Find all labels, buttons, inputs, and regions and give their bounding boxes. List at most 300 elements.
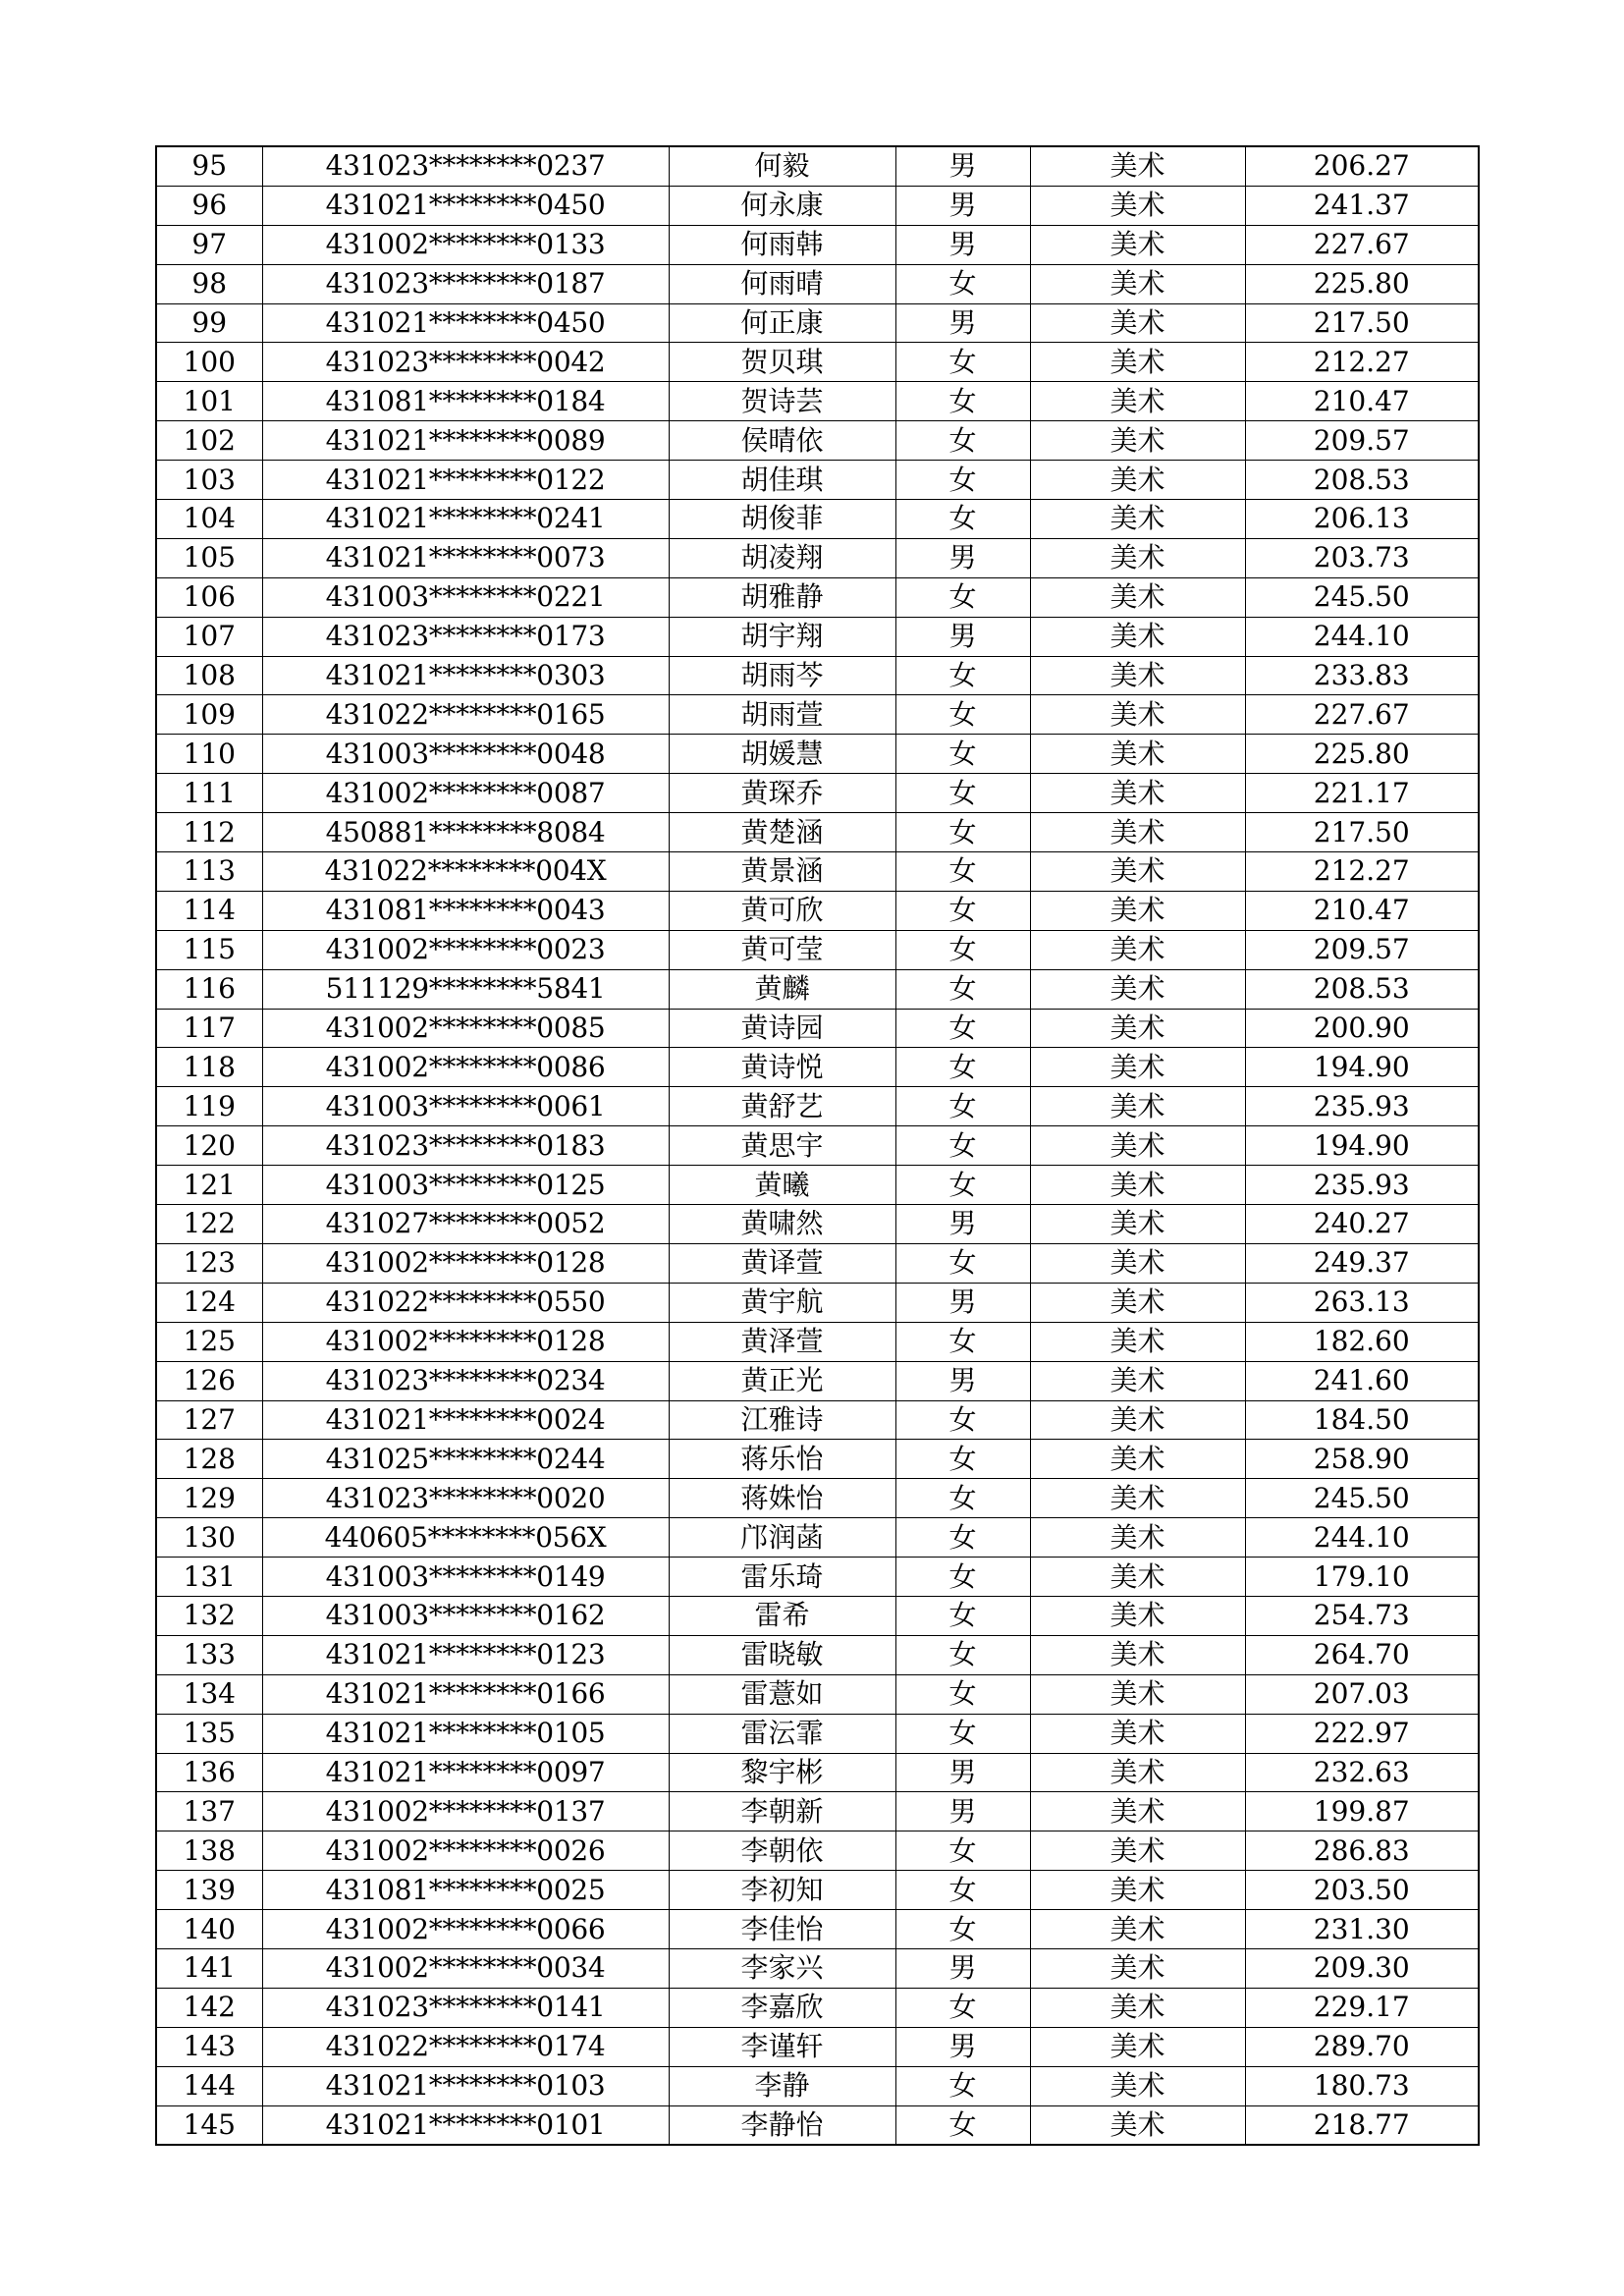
- id-number-cell: 431022********004X: [262, 852, 669, 892]
- score-cell: 210.47: [1245, 891, 1479, 930]
- id-number-cell: 431023********0042: [262, 343, 669, 382]
- score-cell: 208.53: [1245, 461, 1479, 500]
- table-row: [156, 500, 1479, 539]
- name-cell: 李嘉欣: [669, 1988, 895, 2027]
- table-row: [156, 1166, 1479, 1205]
- gender-cell: 女: [895, 461, 1030, 500]
- table-row: [156, 538, 1479, 577]
- score-cell: 212.27: [1245, 343, 1479, 382]
- id-number-cell: 431023********0173: [262, 617, 669, 656]
- row-number-cell: 116: [156, 969, 262, 1009]
- id-number-cell: 431002********0034: [262, 1948, 669, 1988]
- gender-cell: 女: [895, 735, 1030, 774]
- id-number-cell: 431081********0043: [262, 891, 669, 930]
- name-cell: 李静: [669, 2066, 895, 2105]
- major-cell: 美术: [1030, 1479, 1245, 1518]
- id-number-cell: 431081********0025: [262, 1871, 669, 1910]
- row-number-cell: 102: [156, 421, 262, 461]
- name-cell: 雷薏如: [669, 1674, 895, 1714]
- row-number-cell: 118: [156, 1048, 262, 1087]
- table-row: [156, 891, 1479, 930]
- gender-cell: 女: [895, 891, 1030, 930]
- row-number-cell: 130: [156, 1518, 262, 1558]
- table-row: [156, 1322, 1479, 1361]
- gender-cell: 女: [895, 421, 1030, 461]
- table-row: [156, 1126, 1479, 1166]
- id-number-cell: 431021********0101: [262, 2105, 669, 2145]
- id-number-cell: 431002********0128: [262, 1243, 669, 1283]
- name-cell: 江雅诗: [669, 1400, 895, 1440]
- row-number-cell: 128: [156, 1440, 262, 1479]
- id-number-cell: 431023********0234: [262, 1361, 669, 1400]
- score-cell: 240.27: [1245, 1205, 1479, 1244]
- score-cell: 229.17: [1245, 1988, 1479, 2027]
- row-number-cell: 100: [156, 343, 262, 382]
- major-cell: 美术: [1030, 1518, 1245, 1558]
- name-cell: 黄诗园: [669, 1009, 895, 1048]
- gender-cell: 女: [895, 2066, 1030, 2105]
- table-row: [156, 1910, 1479, 1949]
- id-number-cell: 431021********0024: [262, 1400, 669, 1440]
- id-number-cell: 431021********0097: [262, 1753, 669, 1792]
- score-cell: 231.30: [1245, 1910, 1479, 1949]
- major-cell: 美术: [1030, 617, 1245, 656]
- row-number-cell: 107: [156, 617, 262, 656]
- table-row: [156, 617, 1479, 656]
- score-cell: 227.67: [1245, 225, 1479, 264]
- major-cell: 美术: [1030, 1558, 1245, 1597]
- table-row: [156, 1243, 1479, 1283]
- table-row: [156, 1988, 1479, 2027]
- score-cell: 232.63: [1245, 1753, 1479, 1792]
- major-cell: 美术: [1030, 1596, 1245, 1635]
- score-cell: 184.50: [1245, 1400, 1479, 1440]
- gender-cell: 男: [895, 186, 1030, 225]
- gender-cell: 女: [895, 1988, 1030, 2027]
- gender-cell: 男: [895, 1361, 1030, 1400]
- id-number-cell: 431081********0184: [262, 382, 669, 421]
- name-cell: 胡雨芩: [669, 656, 895, 695]
- table-row: [156, 1205, 1479, 1244]
- table-row: [156, 852, 1479, 892]
- major-cell: 美术: [1030, 421, 1245, 461]
- row-number-cell: 140: [156, 1910, 262, 1949]
- gender-cell: 男: [895, 1283, 1030, 1322]
- id-number-cell: 431023********0183: [262, 1126, 669, 1166]
- row-number-cell: 124: [156, 1283, 262, 1322]
- gender-cell: 女: [895, 1048, 1030, 1087]
- gender-cell: 男: [895, 538, 1030, 577]
- id-number-cell: 431021********0303: [262, 656, 669, 695]
- table-row: [156, 1635, 1479, 1674]
- table-row: [156, 1831, 1479, 1871]
- score-cell: 235.93: [1245, 1166, 1479, 1205]
- major-cell: 美术: [1030, 891, 1245, 930]
- major-cell: 美术: [1030, 264, 1245, 303]
- row-number-cell: 133: [156, 1635, 262, 1674]
- id-number-cell: 431002********0023: [262, 930, 669, 969]
- gender-cell: 女: [895, 1479, 1030, 1518]
- score-cell: 249.37: [1245, 1243, 1479, 1283]
- score-cell: 263.13: [1245, 1283, 1479, 1322]
- table-row: [156, 1753, 1479, 1792]
- id-number-cell: 431021********0450: [262, 303, 669, 343]
- name-cell: 胡雅静: [669, 577, 895, 617]
- major-cell: 美术: [1030, 1009, 1245, 1048]
- score-cell: 244.10: [1245, 1518, 1479, 1558]
- gender-cell: 女: [895, 1558, 1030, 1597]
- score-cell: 245.50: [1245, 1479, 1479, 1518]
- id-number-cell: 431003********0048: [262, 735, 669, 774]
- name-cell: 黄译萱: [669, 1243, 895, 1283]
- row-number-cell: 141: [156, 1948, 262, 1988]
- row-number-cell: 127: [156, 1400, 262, 1440]
- major-cell: 美术: [1030, 1753, 1245, 1792]
- name-cell: 何雨晴: [669, 264, 895, 303]
- row-number-cell: 142: [156, 1988, 262, 2027]
- table-row: [156, 656, 1479, 695]
- id-number-cell: 440605********056X: [262, 1518, 669, 1558]
- id-number-cell: 431002********0026: [262, 1831, 669, 1871]
- name-cell: 黄麟: [669, 969, 895, 1009]
- row-number-cell: 120: [156, 1126, 262, 1166]
- gender-cell: 女: [895, 1126, 1030, 1166]
- name-cell: 黄景涵: [669, 852, 895, 892]
- id-number-cell: 431021********0073: [262, 538, 669, 577]
- id-number-cell: 450881********8084: [262, 813, 669, 852]
- name-cell: 黄琛乔: [669, 774, 895, 813]
- id-number-cell: 431021********0103: [262, 2066, 669, 2105]
- table-row: [156, 2105, 1479, 2145]
- major-cell: 美术: [1030, 1048, 1245, 1087]
- id-number-cell: 431023********0020: [262, 1479, 669, 1518]
- id-number-cell: 431023********0187: [262, 264, 669, 303]
- major-cell: 美术: [1030, 774, 1245, 813]
- major-cell: 美术: [1030, 1322, 1245, 1361]
- name-cell: 黄可欣: [669, 891, 895, 930]
- gender-cell: 女: [895, 1243, 1030, 1283]
- gender-cell: 女: [895, 1440, 1030, 1479]
- gender-cell: 女: [895, 1871, 1030, 1910]
- name-cell: 蒋乐怡: [669, 1440, 895, 1479]
- gender-cell: 男: [895, 225, 1030, 264]
- gender-cell: 女: [895, 852, 1030, 892]
- id-number-cell: 431002********0066: [262, 1910, 669, 1949]
- name-cell: 侯晴依: [669, 421, 895, 461]
- gender-cell: 女: [895, 2105, 1030, 2145]
- row-number-cell: 117: [156, 1009, 262, 1048]
- table-row: [156, 813, 1479, 852]
- table-row: [156, 303, 1479, 343]
- name-cell: 何永康: [669, 186, 895, 225]
- score-cell: 289.70: [1245, 2027, 1479, 2066]
- name-cell: 黄诗悦: [669, 1048, 895, 1087]
- major-cell: 美术: [1030, 1635, 1245, 1674]
- id-number-cell: 431002********0086: [262, 1048, 669, 1087]
- id-number-cell: 431002********0128: [262, 1322, 669, 1361]
- name-cell: 蒋姝怡: [669, 1479, 895, 1518]
- name-cell: 雷乐琦: [669, 1558, 895, 1597]
- table-row: [156, 382, 1479, 421]
- table-row: [156, 421, 1479, 461]
- score-cell: 227.67: [1245, 695, 1479, 735]
- name-cell: 黄正光: [669, 1361, 895, 1400]
- gender-cell: 男: [895, 1948, 1030, 1988]
- major-cell: 美术: [1030, 1831, 1245, 1871]
- gender-cell: 男: [895, 303, 1030, 343]
- table-row: [156, 461, 1479, 500]
- id-number-cell: 431025********0244: [262, 1440, 669, 1479]
- name-cell: 胡凌翔: [669, 538, 895, 577]
- table-row: [156, 1009, 1479, 1048]
- name-cell: 李朝依: [669, 1831, 895, 1871]
- table-row: [156, 1361, 1479, 1400]
- name-cell: 黄啸然: [669, 1205, 895, 1244]
- score-cell: 203.73: [1245, 538, 1479, 577]
- major-cell: 美术: [1030, 461, 1245, 500]
- row-number-cell: 131: [156, 1558, 262, 1597]
- id-number-cell: 431027********0052: [262, 1205, 669, 1244]
- major-cell: 美术: [1030, 186, 1245, 225]
- major-cell: 美术: [1030, 969, 1245, 1009]
- name-cell: 胡宇翔: [669, 617, 895, 656]
- id-number-cell: 431022********0165: [262, 695, 669, 735]
- name-cell: 何毅: [669, 146, 895, 186]
- id-number-cell: 431021********0089: [262, 421, 669, 461]
- row-number-cell: 96: [156, 186, 262, 225]
- major-cell: 美术: [1030, 500, 1245, 539]
- row-number-cell: 103: [156, 461, 262, 500]
- gender-cell: 女: [895, 343, 1030, 382]
- name-cell: 何雨韩: [669, 225, 895, 264]
- name-cell: 黄宇航: [669, 1283, 895, 1322]
- table-row: [156, 774, 1479, 813]
- row-number-cell: 97: [156, 225, 262, 264]
- score-cell: 194.90: [1245, 1048, 1479, 1087]
- row-number-cell: 121: [156, 1166, 262, 1205]
- row-number-cell: 137: [156, 1792, 262, 1831]
- score-cell: 254.73: [1245, 1596, 1479, 1635]
- major-cell: 美术: [1030, 343, 1245, 382]
- row-number-cell: 111: [156, 774, 262, 813]
- row-number-cell: 125: [156, 1322, 262, 1361]
- gender-cell: 女: [895, 1166, 1030, 1205]
- id-number-cell: 431021********0166: [262, 1674, 669, 1714]
- name-cell: 贺贝琪: [669, 343, 895, 382]
- table-row: [156, 969, 1479, 1009]
- row-number-cell: 113: [156, 852, 262, 892]
- name-cell: 胡媛慧: [669, 735, 895, 774]
- table-row: [156, 695, 1479, 735]
- major-cell: 美术: [1030, 1166, 1245, 1205]
- table-row: [156, 1596, 1479, 1635]
- table-row: [156, 186, 1479, 225]
- table-row: [156, 1440, 1479, 1479]
- major-cell: 美术: [1030, 1440, 1245, 1479]
- name-cell: 黄泽萱: [669, 1322, 895, 1361]
- gender-cell: 男: [895, 1205, 1030, 1244]
- gender-cell: 女: [895, 500, 1030, 539]
- major-cell: 美术: [1030, 656, 1245, 695]
- name-cell: 黄曦: [669, 1166, 895, 1205]
- table-row: [156, 2027, 1479, 2066]
- row-number-cell: 126: [156, 1361, 262, 1400]
- score-cell: 208.53: [1245, 969, 1479, 1009]
- row-number-cell: 106: [156, 577, 262, 617]
- row-number-cell: 114: [156, 891, 262, 930]
- table-row: [156, 1283, 1479, 1322]
- id-number-cell: 431003********0125: [262, 1166, 669, 1205]
- gender-cell: 女: [895, 1087, 1030, 1126]
- gender-cell: 男: [895, 1753, 1030, 1792]
- major-cell: 美术: [1030, 2027, 1245, 2066]
- row-number-cell: 98: [156, 264, 262, 303]
- row-number-cell: 145: [156, 2105, 262, 2145]
- score-cell: 199.87: [1245, 1792, 1479, 1831]
- gender-cell: 女: [895, 1400, 1030, 1440]
- id-number-cell: 431021********0122: [262, 461, 669, 500]
- score-cell: 245.50: [1245, 577, 1479, 617]
- gender-cell: 女: [895, 1635, 1030, 1674]
- name-cell: 雷沄霏: [669, 1714, 895, 1753]
- score-cell: 179.10: [1245, 1558, 1479, 1597]
- id-number-cell: 431002********0137: [262, 1792, 669, 1831]
- gender-cell: 女: [895, 1009, 1030, 1048]
- major-cell: 美术: [1030, 695, 1245, 735]
- major-cell: 美术: [1030, 303, 1245, 343]
- name-cell: 雷希: [669, 1596, 895, 1635]
- score-cell: 233.83: [1245, 656, 1479, 695]
- name-cell: 胡雨萱: [669, 695, 895, 735]
- score-cell: 180.73: [1245, 2066, 1479, 2105]
- major-cell: 美术: [1030, 735, 1245, 774]
- id-number-cell: 431021********0241: [262, 500, 669, 539]
- id-number-cell: 431021********0123: [262, 1635, 669, 1674]
- score-cell: 194.90: [1245, 1126, 1479, 1166]
- major-cell: 美术: [1030, 1243, 1245, 1283]
- name-cell: 李静怡: [669, 2105, 895, 2145]
- gender-cell: 女: [895, 695, 1030, 735]
- row-number-cell: 132: [156, 1596, 262, 1635]
- id-number-cell: 431023********0141: [262, 1988, 669, 2027]
- gender-cell: 女: [895, 577, 1030, 617]
- gender-cell: 男: [895, 617, 1030, 656]
- name-cell: 黄思宇: [669, 1126, 895, 1166]
- major-cell: 美术: [1030, 1948, 1245, 1988]
- major-cell: 美术: [1030, 1126, 1245, 1166]
- score-cell: 235.93: [1245, 1087, 1479, 1126]
- major-cell: 美术: [1030, 930, 1245, 969]
- major-cell: 美术: [1030, 1988, 1245, 2027]
- gender-cell: 女: [895, 1322, 1030, 1361]
- major-cell: 美术: [1030, 1361, 1245, 1400]
- row-number-cell: 104: [156, 500, 262, 539]
- gender-cell: 女: [895, 1910, 1030, 1949]
- major-cell: 美术: [1030, 577, 1245, 617]
- gender-cell: 男: [895, 146, 1030, 186]
- score-table: [155, 145, 1480, 2146]
- score-cell: 207.03: [1245, 1674, 1479, 1714]
- row-number-cell: 112: [156, 813, 262, 852]
- name-cell: 李谨轩: [669, 2027, 895, 2066]
- gender-cell: 女: [895, 382, 1030, 421]
- score-cell: 210.47: [1245, 382, 1479, 421]
- table-row: [156, 1792, 1479, 1831]
- gender-cell: 女: [895, 930, 1030, 969]
- table-row: [156, 1871, 1479, 1910]
- row-number-cell: 143: [156, 2027, 262, 2066]
- major-cell: 美术: [1030, 1283, 1245, 1322]
- major-cell: 美术: [1030, 2066, 1245, 2105]
- row-number-cell: 119: [156, 1087, 262, 1126]
- gender-cell: 女: [895, 264, 1030, 303]
- name-cell: 邝润菡: [669, 1518, 895, 1558]
- name-cell: 李家兴: [669, 1948, 895, 1988]
- name-cell: 贺诗芸: [669, 382, 895, 421]
- gender-cell: 女: [895, 1714, 1030, 1753]
- score-cell: 217.50: [1245, 303, 1479, 343]
- score-table-body: [156, 146, 1479, 2145]
- id-number-cell: 431002********0133: [262, 225, 669, 264]
- row-number-cell: 138: [156, 1831, 262, 1871]
- gender-cell: 女: [895, 969, 1030, 1009]
- name-cell: 黄可莹: [669, 930, 895, 969]
- row-number-cell: 122: [156, 1205, 262, 1244]
- major-cell: 美术: [1030, 1871, 1245, 1910]
- score-cell: 221.17: [1245, 774, 1479, 813]
- table-row: [156, 1948, 1479, 1988]
- table-row: [156, 1714, 1479, 1753]
- score-cell: 258.90: [1245, 1440, 1479, 1479]
- score-cell: 225.80: [1245, 735, 1479, 774]
- table-row: [156, 1518, 1479, 1558]
- major-cell: 美术: [1030, 1910, 1245, 1949]
- row-number-cell: 144: [156, 2066, 262, 2105]
- table-row: [156, 735, 1479, 774]
- name-cell: 黄楚涵: [669, 813, 895, 852]
- row-number-cell: 136: [156, 1753, 262, 1792]
- name-cell: 雷晓敏: [669, 1635, 895, 1674]
- table-row: [156, 1087, 1479, 1126]
- gender-cell: 男: [895, 2027, 1030, 2066]
- id-number-cell: 431003********0221: [262, 577, 669, 617]
- row-number-cell: 134: [156, 1674, 262, 1714]
- major-cell: 美术: [1030, 2105, 1245, 2145]
- row-number-cell: 115: [156, 930, 262, 969]
- id-number-cell: 431022********0174: [262, 2027, 669, 2066]
- table-row: [156, 146, 1479, 186]
- id-number-cell: 431023********0237: [262, 146, 669, 186]
- row-number-cell: 123: [156, 1243, 262, 1283]
- table-row: [156, 343, 1479, 382]
- gender-cell: 女: [895, 774, 1030, 813]
- gender-cell: 女: [895, 656, 1030, 695]
- id-number-cell: 431002********0085: [262, 1009, 669, 1048]
- row-number-cell: 109: [156, 695, 262, 735]
- id-number-cell: 431022********0550: [262, 1283, 669, 1322]
- id-number-cell: 431002********0087: [262, 774, 669, 813]
- gender-cell: 女: [895, 813, 1030, 852]
- major-cell: 美术: [1030, 538, 1245, 577]
- name-cell: 黄舒艺: [669, 1087, 895, 1126]
- name-cell: 李初知: [669, 1871, 895, 1910]
- major-cell: 美术: [1030, 1674, 1245, 1714]
- row-number-cell: 139: [156, 1871, 262, 1910]
- score-cell: 203.50: [1245, 1871, 1479, 1910]
- row-number-cell: 135: [156, 1714, 262, 1753]
- id-number-cell: 511129********5841: [262, 969, 669, 1009]
- table-row: [156, 2066, 1479, 2105]
